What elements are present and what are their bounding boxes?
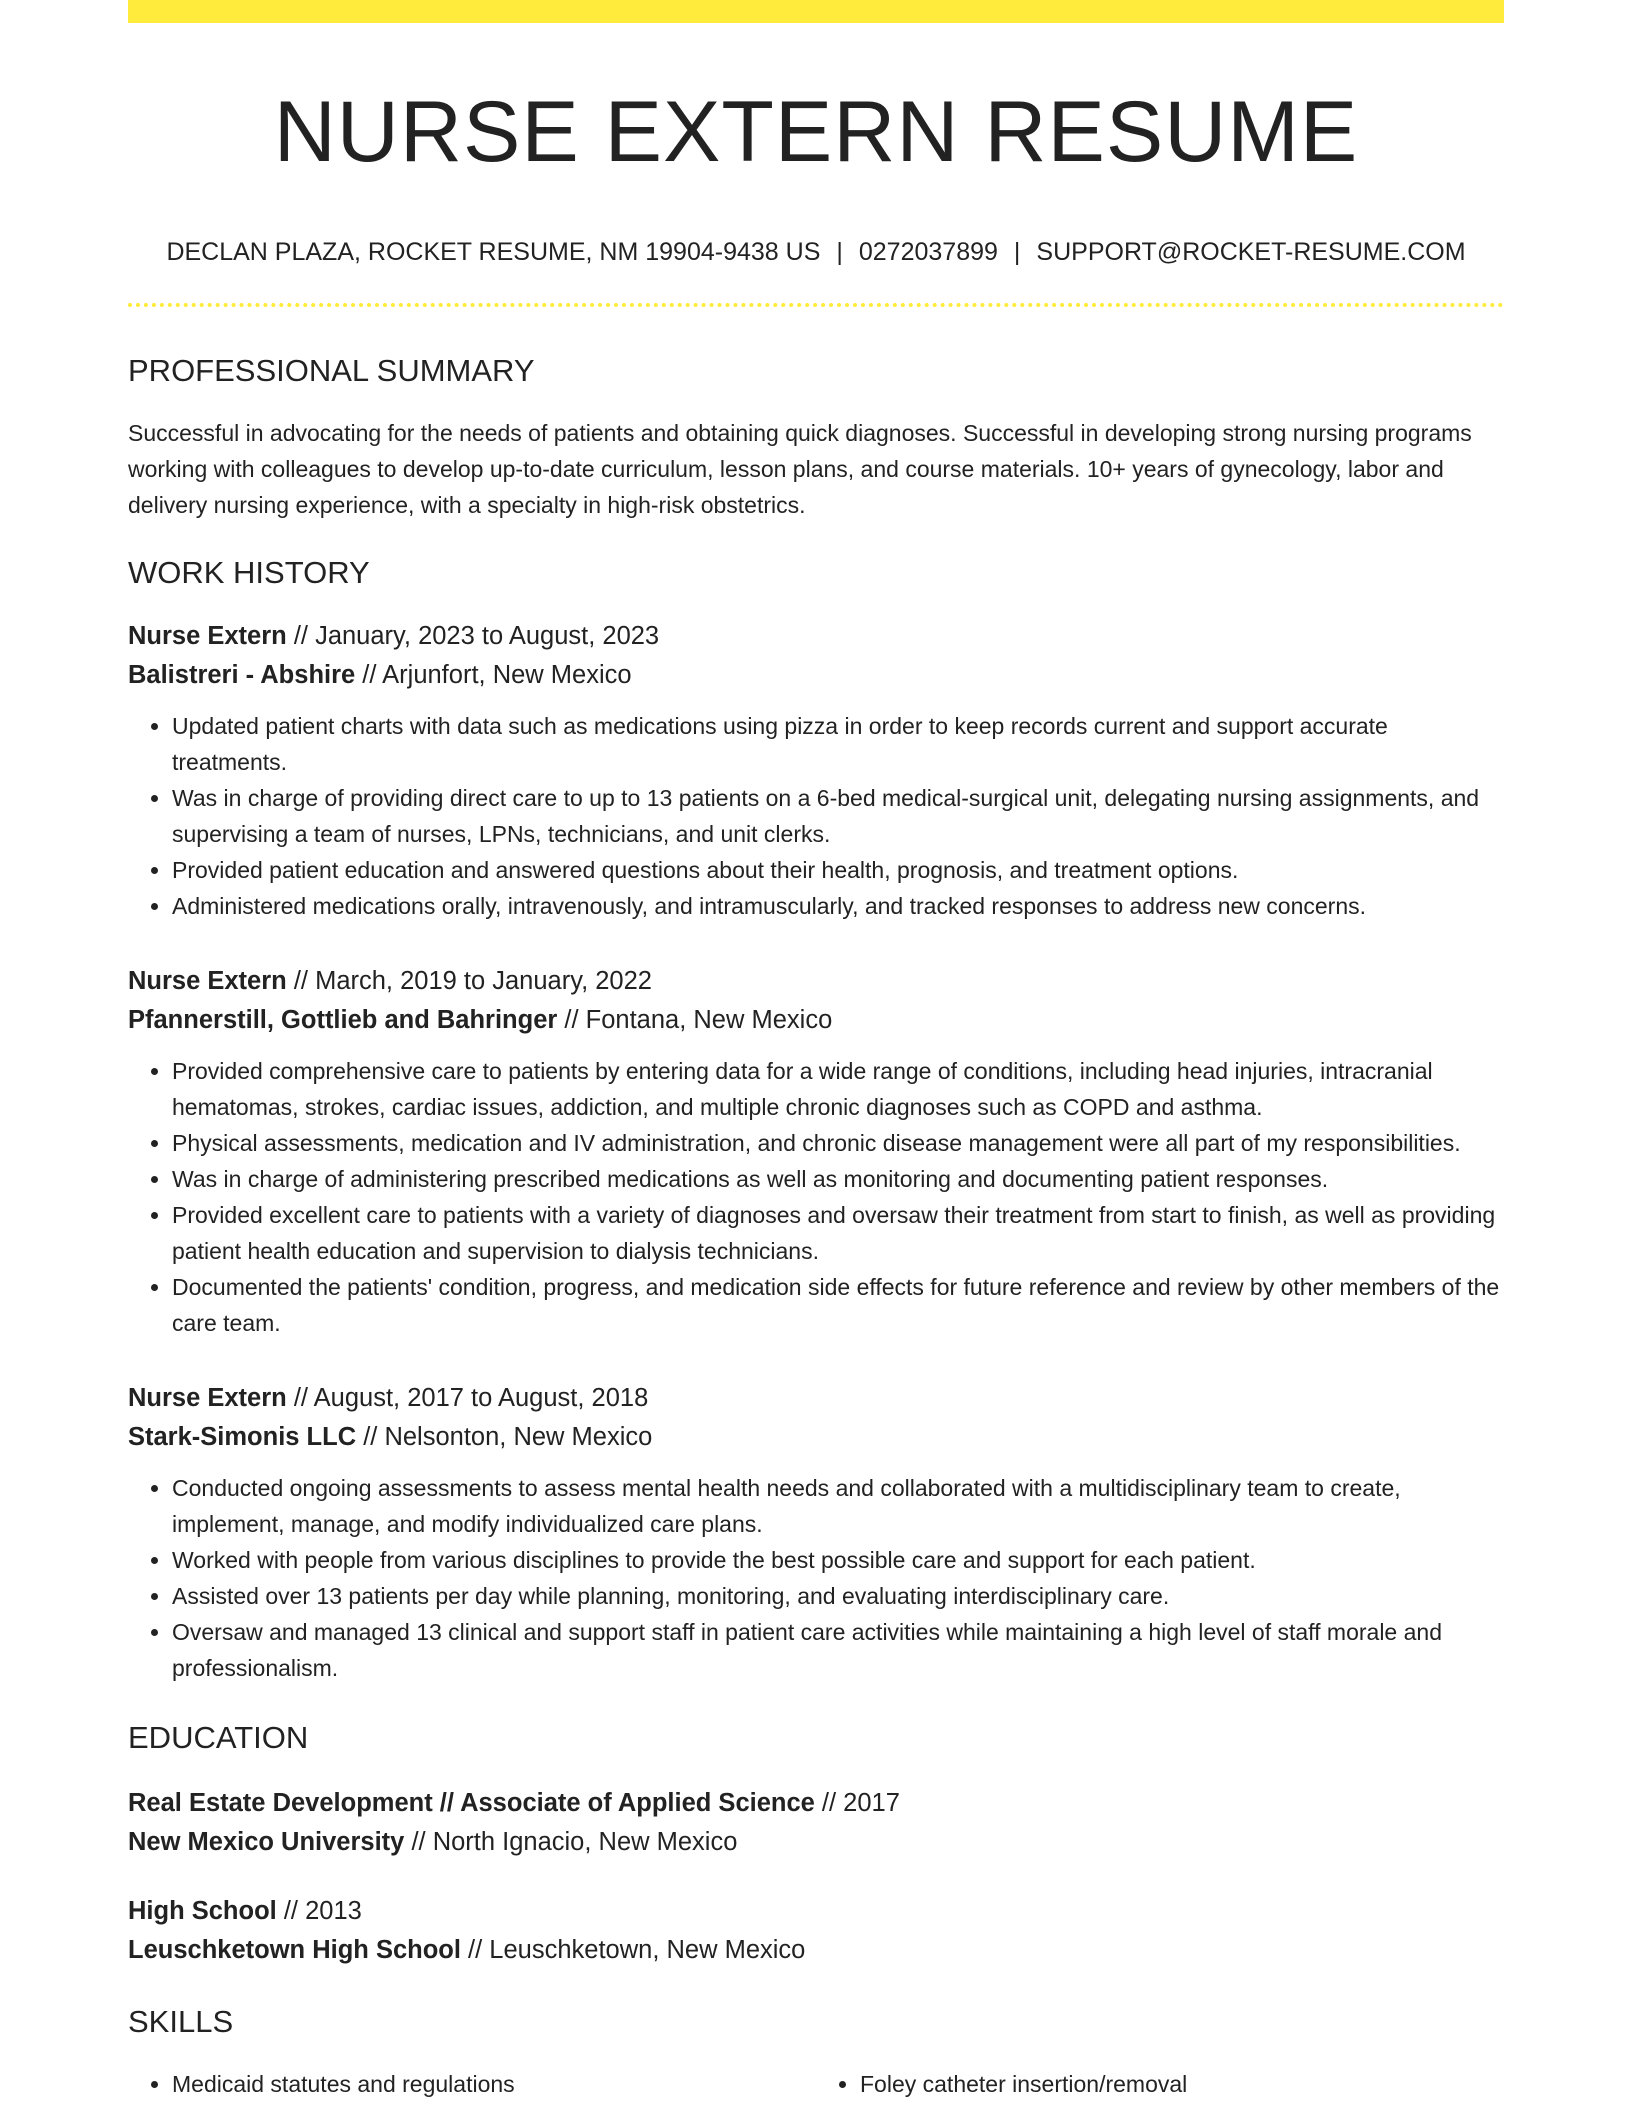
contact-email[interactable]: SUPPORT@ROCKET-RESUME.COM [1036, 237, 1466, 266]
education-location: // Leuschketown, New Mexico [460, 1935, 806, 1964]
job-title-line [128, 962, 1504, 1001]
dotted-divider [128, 303, 1504, 307]
job-location: // Fontana, New Mexico [557, 1005, 833, 1034]
education-year: // 2017 [814, 1788, 900, 1817]
education-school-line [128, 1823, 1504, 1862]
job-company: Stark-Simonis LLC [128, 1422, 357, 1451]
education-entry [128, 1892, 1504, 1970]
professional-summary-section [128, 353, 1504, 523]
skills-list-left [128, 2066, 816, 2102]
contact-line [128, 238, 1504, 267]
summary-text: Successful in advocating for the needs of patients and obtaining quick diagnoses. Successful in developing strong nursing programs working with colleagues to develop up-to-date curriculum, lesson plans, and course materials. 10+ years of gynecology, labor and delivery nursing experience, with a specialty in high-risk obstetrics. [128, 419, 1472, 518]
job-bullets [128, 708, 1504, 924]
job-company-line [128, 1418, 1504, 1457]
job-bullet: • Administered medications orally, intravenously, and intramuscularly, and tracked responses to address new concerns. [172, 888, 1504, 924]
education-school: Leuschketown High School [128, 1935, 461, 1964]
work-history-section [128, 555, 1504, 1686]
accent-top-bar [128, 0, 1504, 23]
education-location: // North Ignacio, New Mexico [404, 1827, 738, 1856]
job-bullet: • Provided comprehensive care to patients by entering data for a wide range of conditions, including head injuries, intracranial hematomas, strokes, cardiac issues, addiction, and multiple chronic diagnoses such as COPD and asthma. [172, 1053, 1504, 1125]
skills-list-right [816, 2066, 1504, 2102]
contact-phone: 0272037899 [858, 237, 998, 266]
section-heading-work: WORK HISTORY [128, 554, 370, 590]
education-school: New Mexico University [128, 1827, 405, 1856]
education-section [128, 1720, 1504, 1970]
education-degree: High School [128, 1896, 277, 1925]
job-company-line [128, 1001, 1504, 1040]
job-entry [128, 617, 1504, 924]
job-company: Balistreri - Abshire [128, 660, 356, 689]
job-bullet: • Documented the patients' condition, progress, and medication side effects for future reference and review by other members of the care team. [172, 1269, 1504, 1341]
job-bullet: • Conducted ongoing assessments to assess mental health needs and collaborated with a multidisciplinary team to create, implement, manage, and modify individualized care plans. [172, 1470, 1504, 1542]
education-degree-line [128, 1784, 1504, 1823]
education-degree-line [128, 1892, 1504, 1931]
job-title: Nurse Extern [128, 966, 287, 995]
job-title: Nurse Extern [128, 1383, 287, 1412]
skill-item: • Medicaid statutes and regulations [172, 2066, 816, 2102]
job-bullet: • Provided excellent care to patients with a variety of diagnoses and oversaw their treatment from start to finish, as well as providing patient health education and supervision to dialysis technicians. [172, 1197, 1504, 1269]
contact-separator: | [1013, 237, 1021, 266]
job-bullet: • Was in charge of administering prescribed medications as well as monitoring and documenting patient responses. [172, 1161, 1504, 1197]
job-location: // Arjunfort, New Mexico [355, 660, 632, 689]
job-location: // Nelsonton, New Mexico [356, 1422, 653, 1451]
skill-item: • Foley catheter insertion/removal [860, 2066, 1504, 2102]
education-school-line [128, 1931, 1504, 1970]
section-heading-education: EDUCATION [128, 1719, 309, 1755]
job-entry [128, 962, 1504, 1341]
job-bullet: • Updated patient charts with data such as medications using pizza in order to keep records current and support accurate treatments. [172, 708, 1504, 780]
job-dates: // March, 2019 to January, 2022 [286, 966, 652, 995]
job-title-line [128, 617, 1504, 656]
job-bullet: • Worked with people from various disciplines to provide the best possible care and support for each patient. [172, 1542, 1504, 1578]
job-company: Pfannerstill, Gottlieb and Bahringer [128, 1005, 558, 1034]
contact-address: DECLAN PLAZA, ROCKET RESUME, NM 19904-9438 US [166, 237, 821, 266]
resume-title: NURSE EXTERN RESUME [273, 84, 1359, 180]
skills-section [128, 2004, 1504, 2102]
skills-columns [128, 2066, 1504, 2102]
job-bullet: • Was in charge of providing direct care to up to 13 patients on a 6-bed medical-surgical unit, delegating nursing assignments, and supervising a team of nurses, LPNs, technicians, and unit clerks. [172, 780, 1504, 852]
section-heading-skills: SKILLS [128, 2003, 234, 2039]
section-heading-summary: PROFESSIONAL SUMMARY [128, 352, 535, 388]
education-degree: Real Estate Development // Associate of Applied Science [128, 1788, 815, 1817]
job-bullets [128, 1053, 1504, 1341]
education-year: // 2013 [276, 1896, 362, 1925]
job-bullet: • Provided patient education and answered questions about their health, prognosis, and treatment options. [172, 852, 1504, 888]
job-entry [128, 1379, 1504, 1686]
job-dates: // August, 2017 to August, 2018 [286, 1383, 649, 1412]
job-bullet: • Physical assessments, medication and IV administration, and chronic disease management were all part of my responsibilities. [172, 1125, 1504, 1161]
job-title-line [128, 1379, 1504, 1418]
job-bullets [128, 1470, 1504, 1686]
job-dates: // January, 2023 to August, 2023 [286, 621, 660, 650]
contact-separator: | [836, 237, 843, 266]
job-bullet: • Oversaw and managed 13 clinical and support staff in patient care activities while maintaining a high level of staff morale and professionalism. [172, 1614, 1504, 1686]
education-entry [128, 1784, 1504, 1862]
job-bullet: • Assisted over 13 patients per day while planning, monitoring, and evaluating interdisciplinary care. [172, 1578, 1504, 1614]
job-title: Nurse Extern [128, 621, 287, 650]
job-company-line [128, 656, 1504, 695]
resume-page [128, 0, 1504, 2102]
